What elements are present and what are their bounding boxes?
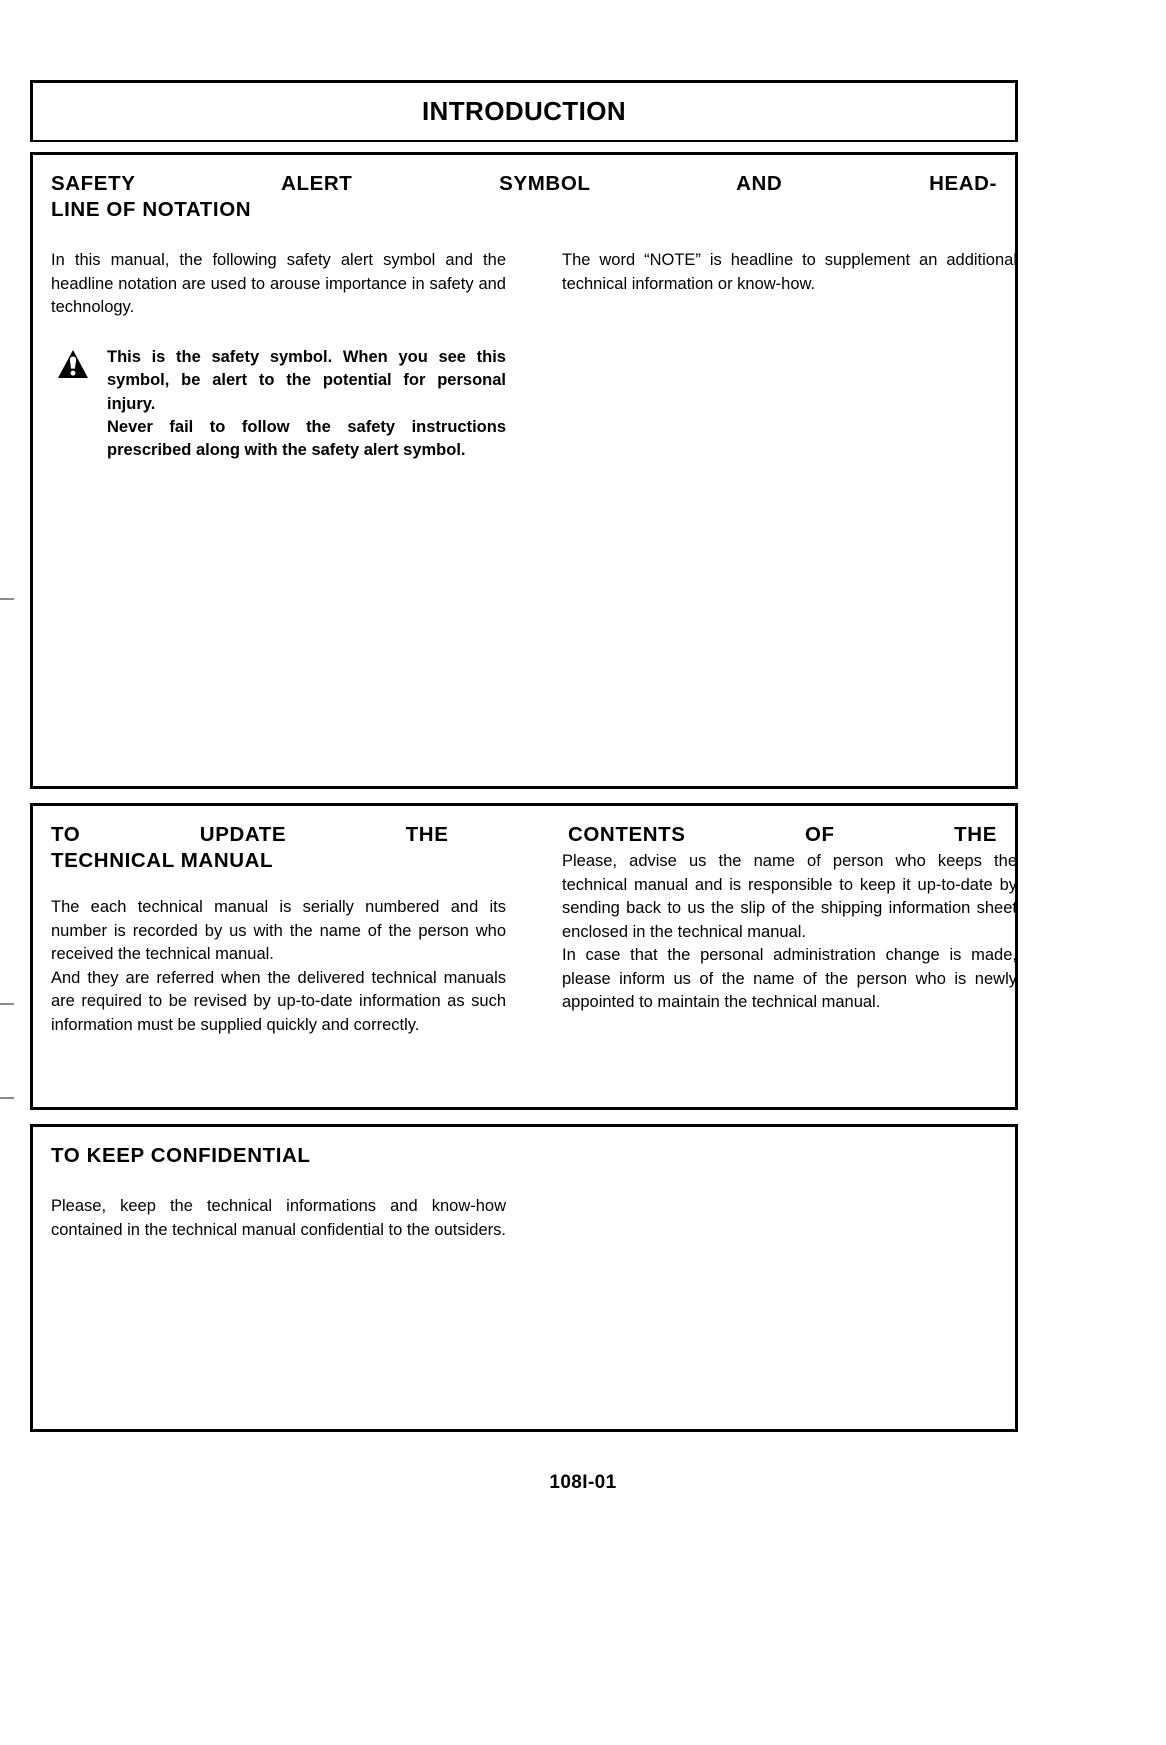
section-heading-line-1: TO KEEP CONFIDENTIAL: [51, 1144, 311, 1167]
section-columns: [51, 1195, 997, 1415]
section-heading-line-2: TECHNICAL MANUAL: [51, 849, 274, 873]
section-left-column: [51, 1195, 506, 1242]
section-columns: [51, 249, 1017, 809]
section-heading-keep-confidential: [51, 1143, 997, 1169]
section-update-contents: [30, 803, 1018, 1110]
section-right-column: [562, 850, 1017, 1014]
section-left-column: [51, 249, 506, 462]
page-title: INTRODUCTION: [421, 96, 627, 126]
footer-page-number: 108I-01: [549, 1472, 617, 1493]
confidential-paragraph-1: Please, keep the technical informations and know-how contained in the technical manual confidential to the outsiders.: [51, 1197, 506, 1239]
scan-edge-mark: [0, 1003, 14, 1005]
section-safety-alert: [30, 152, 1018, 789]
section-heading-safety-alert: [51, 171, 997, 223]
update-right-paragraph-1: Please, advise us the name of person who keeps the technical manual and is responsible to keep it up-to-date by sending back to us the slip of the shipping information sheet enclosed in the technical manual.: [562, 852, 1017, 941]
section-right-column: [562, 249, 1017, 296]
section-keep-confidential: [30, 1124, 1018, 1432]
page-header: [30, 80, 1018, 142]
safety-intro-paragraph: In this manual, the following safety alert symbol and the headline notation are used to arouse importance in safety and technology.: [51, 251, 506, 317]
section-heading-line-2: LINE OF NOTATION: [51, 198, 252, 222]
scan-edge-mark: [0, 1097, 14, 1099]
safety-callout-paragraph-1: This is the safety symbol. When you see this symbol, be alert to the potential for personal injury.: [107, 347, 506, 413]
section-columns: [51, 852, 1017, 1126]
update-right-paragraph-2: In case that the personal administration change is made, please inform us of the name of the person who is newly appointed to maintain the technical manual.: [562, 946, 1017, 1011]
safety-callout-paragraph-2: Never fail to follow the safety instructions prescribed along with the safety alert symbol.: [107, 418, 506, 460]
section-heading-line-1: SAFETY ALERT SYMBOL AND HEAD-: [51, 172, 997, 195]
update-left-paragraph-2: And they are referred when the delivered technical manuals are required to be revised by up-to-date information as such information must be supplied quickly and correctly.: [51, 968, 506, 1034]
safety-callout: [51, 346, 506, 463]
section-left-column: [51, 896, 506, 1037]
update-left-paragraph-1: The each technical manual is serially numbered and its number is recorded by us with the name of the person who received the technical manual.: [51, 898, 506, 964]
section-heading-line-1: TO UPDATE THE CONTENTS OF THE: [51, 823, 997, 846]
note-definition-paragraph: The word “NOTE” is headline to supplement an additional technical information or know-how.: [562, 251, 1017, 293]
safety-alert-triangle-icon: [57, 349, 89, 379]
scan-edge-mark: [0, 598, 14, 600]
